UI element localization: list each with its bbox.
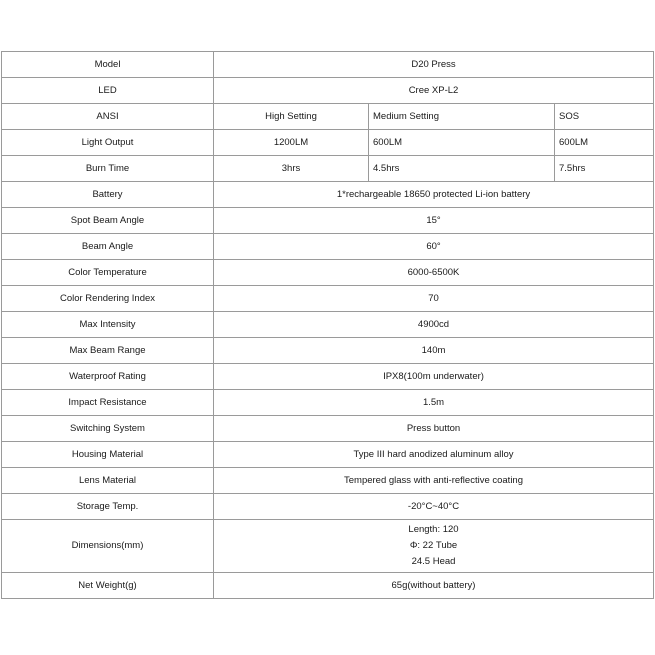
- row-value-model: D20 Press: [214, 52, 654, 78]
- burn-time-medium: 4.5hrs: [369, 156, 555, 182]
- row-label-storage-temp: Storage Temp.: [2, 494, 214, 520]
- row-label-lens-material: Lens Material: [2, 468, 214, 494]
- row-label-switching-system: Switching System: [2, 416, 214, 442]
- table-row: [2, 494, 654, 520]
- row-value-spot-beam-angle: 15°: [214, 208, 654, 234]
- table-row: [2, 130, 654, 156]
- row-value-switching-system: Press button: [214, 416, 654, 442]
- row-label-led: LED: [2, 78, 214, 104]
- ansi-sos: SOS: [555, 104, 654, 130]
- light-output-medium: 600LM: [369, 130, 555, 156]
- table-row: [2, 208, 654, 234]
- row-value-color-temperature: 6000-6500K: [214, 260, 654, 286]
- burn-time-sos: 7.5hrs: [555, 156, 654, 182]
- row-value-max-beam-range: 140m: [214, 338, 654, 364]
- light-output-sos: 600LM: [555, 130, 654, 156]
- table-row: [2, 104, 654, 130]
- table-row: [2, 52, 654, 78]
- row-label-ansi: ANSI: [2, 104, 214, 130]
- table-row: [2, 312, 654, 338]
- table-row: [2, 286, 654, 312]
- row-value-impact-resistance: 1.5m: [214, 390, 654, 416]
- row-value-color-rendering-index: 70: [214, 286, 654, 312]
- table-row: [2, 338, 654, 364]
- row-value-battery: 1*rechargeable 18650 protected Li-ion battery: [214, 182, 654, 208]
- spec-table: [1, 51, 654, 599]
- table-row: [2, 390, 654, 416]
- table-row: [2, 573, 654, 599]
- table-row: [2, 442, 654, 468]
- dimension-tube: Φ: 22 Tube: [409, 540, 458, 551]
- row-label-spot-beam-angle: Spot Beam Angle: [2, 208, 214, 234]
- light-output-high: 1200LM: [214, 130, 369, 156]
- ansi-high-setting: High Setting: [214, 104, 369, 130]
- row-label-max-intensity: Max Intensity: [2, 312, 214, 338]
- row-label-color-rendering-index: Color Rendering Index: [2, 286, 214, 312]
- row-value-housing-material: Type III hard anodized aluminum alloy: [214, 442, 654, 468]
- row-label-net-weight: Net Weight(g): [2, 573, 214, 599]
- row-label-model: Model: [2, 52, 214, 78]
- row-value-storage-temp: -20°C~40°C: [214, 494, 654, 520]
- table-row: [2, 156, 654, 182]
- row-value-net-weight: 65g(without battery): [214, 573, 654, 599]
- row-label-battery: Battery: [2, 182, 214, 208]
- row-value-beam-angle: 60°: [214, 234, 654, 260]
- ansi-medium-setting: Medium Setting: [369, 104, 555, 130]
- row-label-waterproof-rating: Waterproof Rating: [2, 364, 214, 390]
- row-label-burn-time: Burn Time: [2, 156, 214, 182]
- row-value-max-intensity: 4900cd: [214, 312, 654, 338]
- row-label-impact-resistance: Impact Resistance: [2, 390, 214, 416]
- table-row: [2, 416, 654, 442]
- dimension-head: 24.5 Head: [411, 556, 456, 567]
- row-label-max-beam-range: Max Beam Range: [2, 338, 214, 364]
- table-row: [2, 364, 654, 390]
- row-value-lens-material: Tempered glass with anti-reflective coating: [214, 468, 654, 494]
- table-row: [2, 182, 654, 208]
- row-value-dimensions: [214, 520, 654, 573]
- table-row: [2, 520, 654, 573]
- row-value-led: Cree XP-L2: [214, 78, 654, 104]
- row-label-light-output: Light Output: [2, 130, 214, 156]
- table-row: [2, 260, 654, 286]
- table-row: [2, 78, 654, 104]
- row-label-housing-material: Housing Material: [2, 442, 214, 468]
- row-label-dimensions: Dimensions(mm): [2, 520, 214, 573]
- burn-time-high: 3hrs: [214, 156, 369, 182]
- dimension-length: Length: 120: [408, 524, 459, 535]
- table-row: [2, 468, 654, 494]
- row-label-color-temperature: Color Temperature: [2, 260, 214, 286]
- table-row: [2, 234, 654, 260]
- row-value-waterproof-rating: IPX8(100m underwater): [214, 364, 654, 390]
- row-label-beam-angle: Beam Angle: [2, 234, 214, 260]
